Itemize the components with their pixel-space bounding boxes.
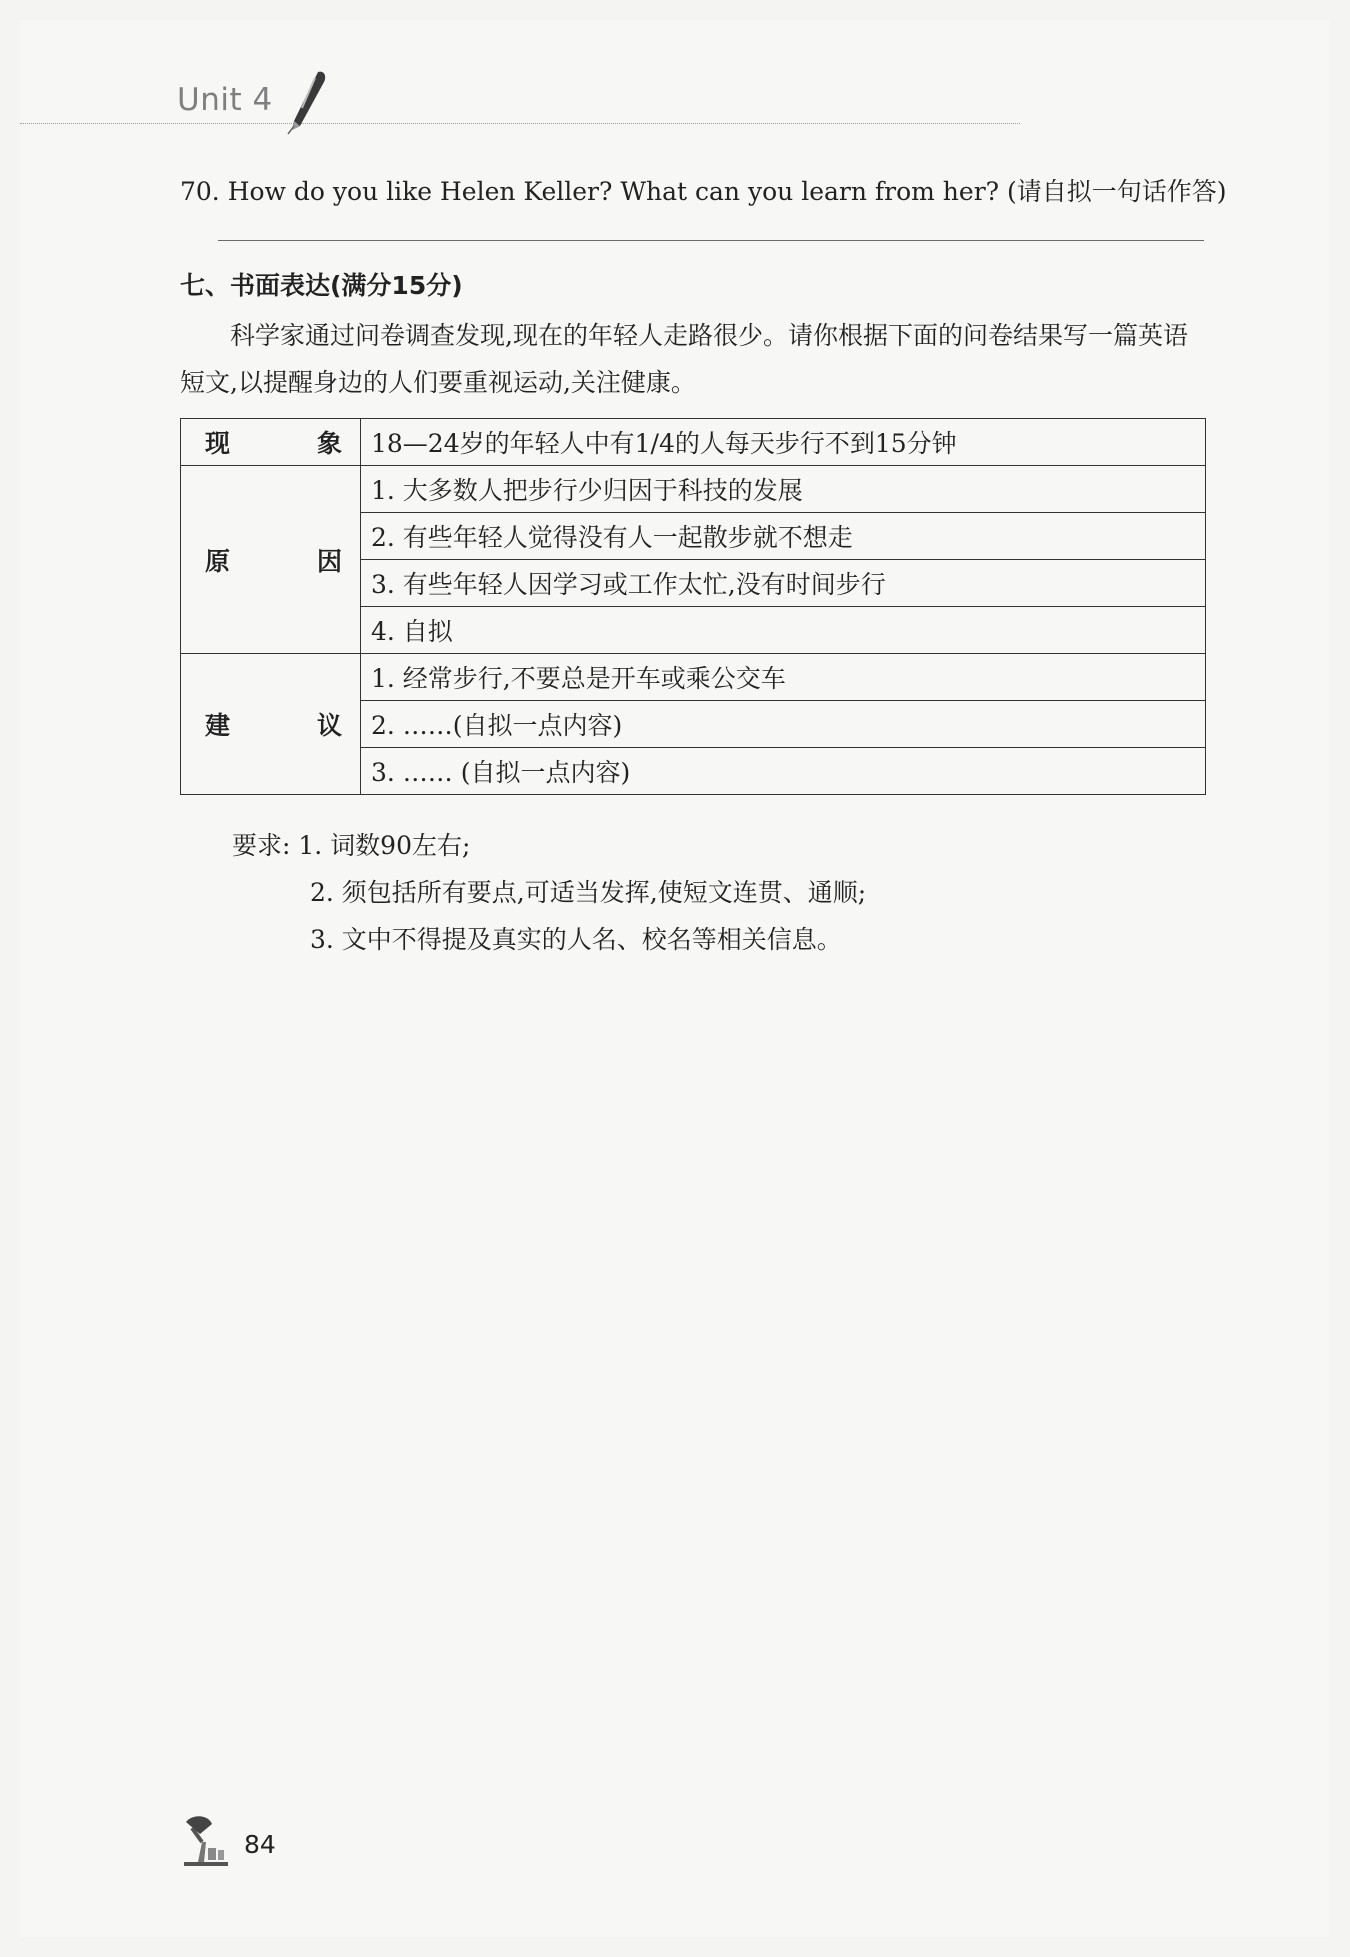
requirement-item: 2. 须包括所有要点,可适当发挥,使短文连贯、通顺; <box>310 878 867 907</box>
pen-icon <box>280 68 328 138</box>
reasons-label: 原 因 <box>181 466 361 654</box>
section-heading: 七、书面表达(满分15分) <box>180 271 463 300</box>
table-row <box>181 654 1206 701</box>
unit-title: Unit 4 <box>177 82 273 118</box>
suggestion-item: 2. ……(自拟一点内容) <box>361 701 1206 748</box>
answer-line[interactable] <box>218 240 1204 241</box>
reason-item: 1. 大多数人把步行少归因于科技的发展 <box>361 466 1206 513</box>
requirement-item: 3. 文中不得提及真实的人名、校名等相关信息。 <box>310 925 842 954</box>
table-row <box>181 466 1206 513</box>
survey-table <box>180 418 1206 795</box>
page <box>20 20 1330 1937</box>
header-divider <box>20 123 1020 124</box>
reason-item: 3. 有些年轻人因学习或工作太忙,没有时间步行 <box>361 560 1206 607</box>
requirement-item: 要求: 1. 词数90左右; <box>232 831 471 860</box>
desk-lamp-icon <box>178 1812 234 1868</box>
suggestion-item: 3. …… (自拟一点内容) <box>361 748 1206 795</box>
requirements <box>232 822 866 963</box>
phenomenon-label: 现 象 <box>181 419 361 466</box>
reason-item: 2. 有些年轻人觉得没有人一起散步就不想走 <box>361 513 1206 560</box>
reason-item: 4. 自拟 <box>361 607 1206 654</box>
page-number: 84 <box>244 1830 276 1859</box>
question-70: 70. How do you like Helen Keller? What can you learn from her? (请自拟一句话作答) <box>180 177 1227 206</box>
section-intro: 科学家通过问卷调查发现,现在的年轻人走路很少。请你根据下面的问卷结果写一篇英语短文,以提醒身边的人们要重视运动,关注健康。 <box>180 321 1188 397</box>
table-row <box>181 419 1206 466</box>
phenomenon-text: 18—24岁的年轻人中有1/4的人每天步行不到15分钟 <box>361 419 1206 466</box>
suggestion-item: 1. 经常步行,不要总是开车或乘公交车 <box>361 654 1206 701</box>
suggestions-label: 建 议 <box>181 654 361 795</box>
